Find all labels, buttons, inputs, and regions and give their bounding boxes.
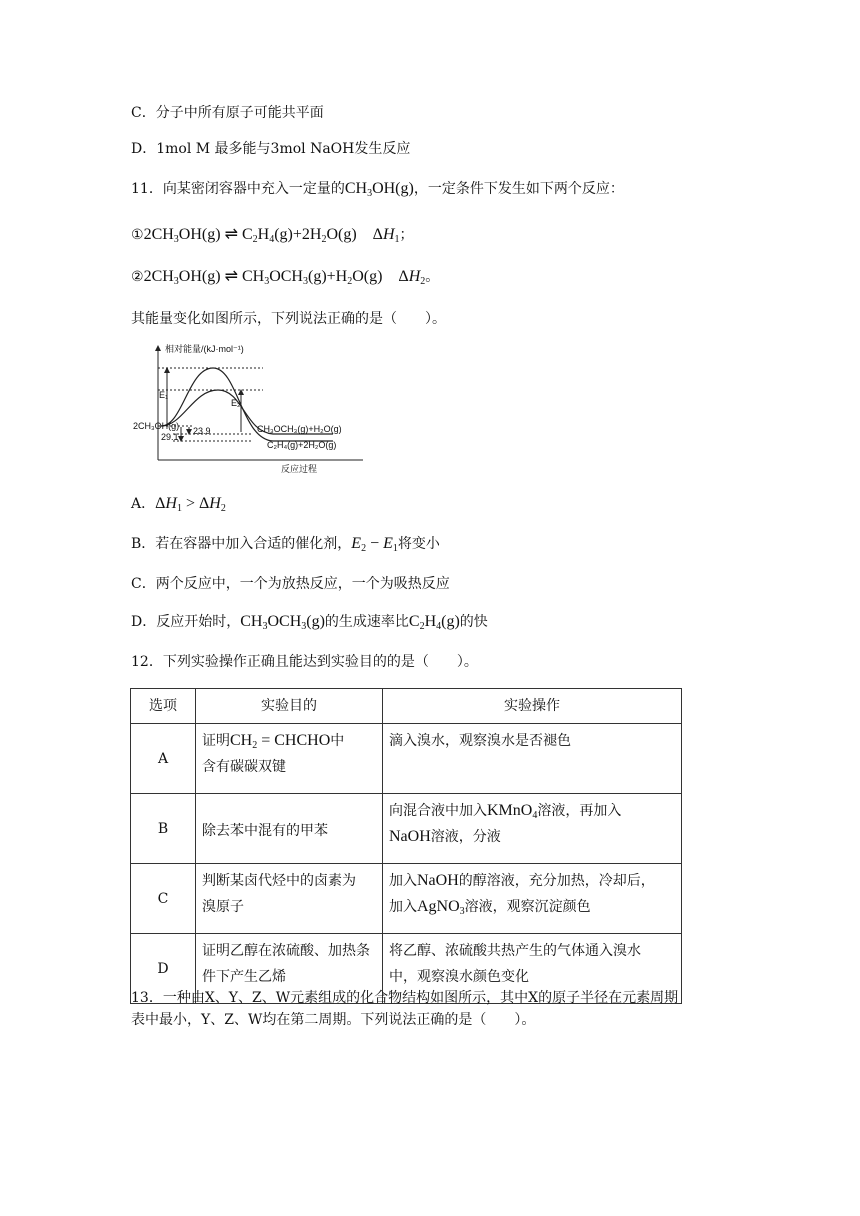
- q11-stem: 11．向某密闭容器中充入一定量的$CH_3OH(g)$，一定条件下发生如下两个反应：: [131, 180, 624, 199]
- q13-line-2: 表中最小，Y、Z、W均在第二周期。下列说法正确的是（ ）。: [131, 1012, 536, 1028]
- q13-line-1: 13．一种由X、Y、Z、W元素组成的化合物结构如图所示，其中X的原子半径在元素周期: [131, 990, 679, 1006]
- row-a-aim: 证明$CH_2$ = CHCHO中 含有碳碳双键: [196, 724, 383, 794]
- row-d-operation: 将乙醇、浓硫酸共热产生的气体通入溴水 中，观察溴水颜色变化: [383, 934, 682, 1004]
- row-c-aim: 判断某卤代烃中的卤素为 溴原子: [196, 864, 383, 934]
- table-row: [131, 864, 682, 934]
- q11-reaction-2: $②2CH_3OH(g)$ ⇌ $CH_3OCH_3(g)+H_2O(g)$ $\Delta H_2$。: [131, 268, 440, 287]
- header-aim: 实验目的: [196, 689, 383, 724]
- y-axis-label: 相对能量/(kJ·mol⁻¹): [165, 344, 244, 354]
- q11-option-b: B．若在容器中加入合适的催化剂，$E_2 - E_1$将变小: [131, 535, 440, 554]
- energy-diagram: [133, 342, 369, 476]
- row-d-aim: 证明乙醇在浓硫酸、加热条 件下产生乙烯: [196, 934, 383, 1004]
- row-b-aim: 除去苯中混有的甲苯: [196, 794, 383, 864]
- row-c-option: C: [131, 864, 196, 934]
- table-row: [131, 724, 682, 794]
- q11-reaction-1: $①2CH_3OH(g)$ ⇌ $C_2H_4(g)+2H_2O(g)$ $\Delta H_1$；: [131, 226, 414, 245]
- header-operation: 实验操作: [383, 689, 682, 724]
- experiment-table: [130, 688, 682, 1004]
- q11-option-c: C．两个反应中，一个为放热反应，一个为吸热反应: [131, 576, 450, 592]
- q11-option-a: A．$\Delta H_1 > \Delta H_2$: [131, 495, 226, 514]
- x-axis-label: 反应过程: [281, 464, 318, 474]
- row-b-option: B: [131, 794, 196, 864]
- header-option: 选项: [131, 689, 196, 724]
- e1-label: E₁: [159, 390, 169, 400]
- q11-question: 其能量变化如图所示，下列说法正确的是（ ）。: [131, 311, 446, 327]
- start-label: 2CH₃OH(g): [133, 421, 180, 431]
- dh1-value: 29.1: [161, 432, 179, 442]
- table-row: [131, 794, 682, 864]
- q10-option-c: C．分子中所有原子可能共平面: [131, 105, 324, 121]
- q10-option-d: D．1mol M 最多能与3mol NaOH发生反应: [131, 141, 411, 157]
- q11-option-d: D．反应开始时，$CH_3OCH_3(g)$的生成速率比$C_2H_4(g)$的快: [131, 613, 488, 632]
- row-d-option: D: [131, 934, 196, 1004]
- row-a-operation: 滴入溴水，观察溴水是否褪色: [383, 724, 682, 794]
- q12-stem: 12．下列实验操作正确且能达到实验目的的是（ ）。: [131, 654, 478, 670]
- dh2-value: 23.9: [193, 426, 211, 436]
- product-upper-label: CH₃OCH₃(g)+H₂O(g): [257, 424, 342, 434]
- product-lower-label: C₂H₄(g)+2H₂O(g): [267, 440, 337, 450]
- row-b-operation: 向混合液中加入KMnO$_4$溶液，再加入 NaOH溶液，分液: [383, 794, 682, 864]
- row-a-option: A: [131, 724, 196, 794]
- table-header-row: [131, 689, 682, 724]
- row-c-operation: 加入NaOH的醇溶液，充分加热，冷却后， 加入AgNO$_3$溶液，观察沉淀颜色: [383, 864, 682, 934]
- e2-label: E₂: [231, 398, 241, 408]
